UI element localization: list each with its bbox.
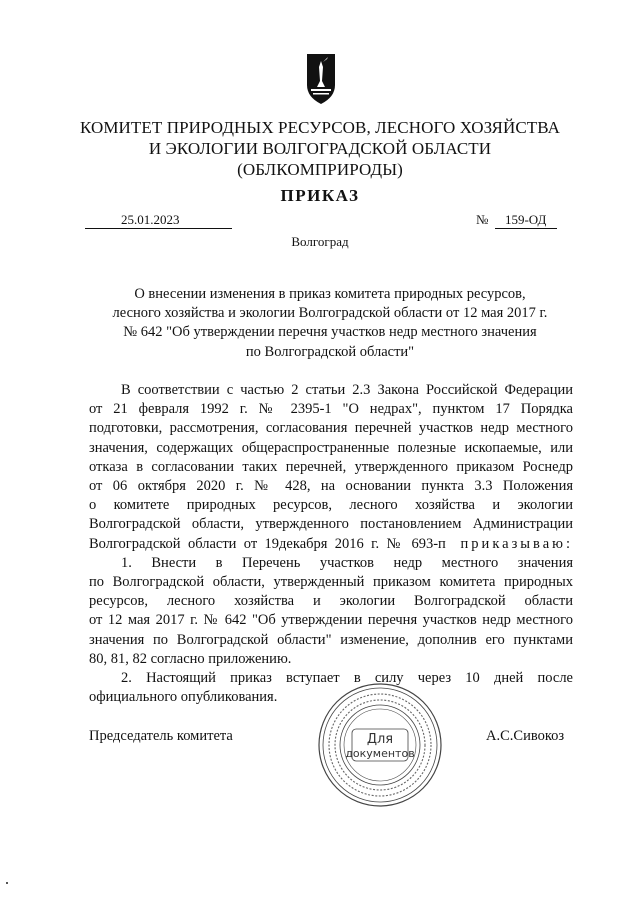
scan-dot — [6, 882, 8, 884]
body-line: ресурсов, лесного хозяйства и экологии Волгоградской области — [89, 593, 573, 610]
body-line: отказа в согласовании таких перечней, утвержденного приказом Роснедр — [89, 458, 573, 475]
body-line: В соответствии с частью 2 статьи 2.3 Закона Российской Федерации — [121, 382, 573, 398]
body-line: от 21 февраля 1992 г. № 2395-1 "О недрах", пунктом 17 Порядка — [89, 401, 573, 418]
paragraph-preamble — [89, 381, 573, 554]
body-line: от 06 октября 2020 г. № 428, на основании пункта 3.3 Положения — [89, 478, 573, 495]
body-line-prefix: Волгоградской области от 19декабря 2016 г. № 693-п — [89, 535, 446, 552]
body-line: значения по Волгоградской области" изменение, дополнив его пунктами — [89, 631, 573, 648]
body-line: официального опубликования. — [89, 689, 278, 706]
stamp-center-line-1: Для — [366, 732, 394, 747]
document-subject — [90, 285, 570, 362]
body-line: от 12 мая 2017 г. № 642 "Об утверждении перечня участков недр местного — [89, 612, 573, 629]
body-line-order — [89, 535, 573, 554]
body-line: значения, содержащих общераспространенные полезные ископаемые, или — [89, 439, 573, 456]
document-date: 25.01.2023 — [121, 212, 180, 227]
organization-name — [60, 117, 580, 180]
document-type: ПРИКАЗ — [280, 186, 360, 205]
order-word: приказываю: — [460, 535, 573, 552]
signatory-name: А.С.Сивокоз — [486, 728, 565, 744]
body-line: Волгоградской области, утвержденного постановлением Администрации — [89, 516, 573, 533]
organization-line-2: И ЭКОЛОГИИ ВОЛГОГРАДСКОЙ ОБЛАСТИ — [148, 139, 492, 158]
paragraph-item-1 — [89, 554, 573, 669]
coat-of-arms-emblem — [306, 53, 336, 105]
subject-line-2: лесного хозяйства и экологии Волгоградской области от 12 мая 2017 г. — [112, 305, 548, 322]
official-stamp-seal — [316, 681, 444, 809]
subject-line-4: по Волгоградской области" — [245, 343, 415, 360]
subject-line-1: О внесении изменения в приказ комитета природных ресурсов, — [134, 286, 526, 302]
signatory-title: Председатель комитета — [89, 728, 233, 744]
body-line: 1. Внести в Перечень участков недр местного значения — [121, 554, 573, 571]
document-body — [89, 381, 573, 707]
body-line: о комитете природных ресурсов, лесного хозяйства и экологии — [89, 497, 573, 514]
body-line: подготовки, рассмотрения, согласования перечней участков недр местного — [89, 420, 573, 437]
number-sign: № — [476, 212, 489, 227]
organization-line-1: КОМИТЕТ ПРИРОДНЫХ РЕСУРСОВ, ЛЕСНОГО ХОЗЯЙСТВА — [79, 118, 561, 137]
body-line: по Волгоградской области, утвержденный приказом комитета природных — [89, 574, 573, 591]
document-number-field — [476, 212, 557, 229]
document-number: 159-ОД — [495, 212, 557, 229]
body-line: 2. Настоящий приказ вступает в силу через 10 дней после — [121, 670, 573, 687]
document-city: Волгоград — [291, 234, 349, 249]
organization-line-3: (ОБЛКОМПРИРОДЫ) — [237, 160, 403, 179]
subject-line-3: № 642 "Об утверждении перечня участков недр местного значения — [123, 324, 537, 341]
stamp-center-line-2: документов — [345, 747, 415, 760]
document-date-field — [85, 212, 232, 229]
body-line: 80, 81, 82 согласно приложению. — [89, 650, 292, 667]
